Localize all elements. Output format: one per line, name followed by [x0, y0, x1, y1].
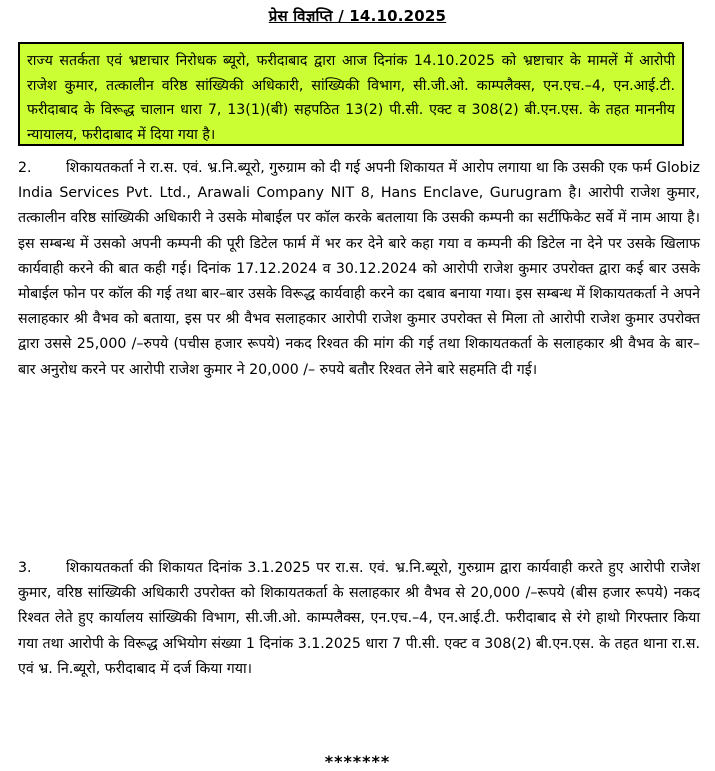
summary-box	[18, 42, 684, 146]
summary-text: राज्य सतर्कता एवं भ्रष्टाचार निरोधक ब्यूरो, फरीदाबाद द्वारा आज दिनांक 14.10.2025 को भ्रष्टाचार के मामलें में आरोपी राजेश कुमार, तत्कालीन वरिष्ठ सांख्यिकी अधिकारी, सांख्यिकी विभाग, सी.जी.ओ. काम्पलैक्स, एन.एच.–4, एन.आई.टी. फरीदाबाद के विरूद्ध चालान धारा 7, 13(1)(बी) सहपठित 13(2) पी.सी. एक्ट व 308(2) बी.एन.एस. के तहत माननीय न्यायालय, फरीदाबाद में दिया गया है।	[27, 53, 675, 143]
paragraph-3	[18, 556, 700, 682]
press-release-title: प्रेस विज्ञप्ति / 14.10.2025	[268, 7, 447, 25]
paragraph-text: शिकायतकर्ता ने रा.स. एवं. भ्र.नि.ब्यूरो, गुरुग्राम को दी गई अपनी शिकायत में आरोप लगाया था कि उसकी एक फर्म Globiz India Services Pvt. Ltd., Arawali Company NIT 8, Hans Enclave, Gurugram है। आरोपी राजेश कुमार, तत्कालीन वरिष्ठ सांख्यिकी अधिकारी ने उसके मोबाईल पर कॉल करके बतलाया कि उसकी कम्पनी का सर्टीफिकेट सर्वे में नाम आया है। इस सम्बन्ध में उसको अपनी कम्पनी की पूरी डिटेल फार्म में भर कर देने बारे कहा गया व कम्पनी की डिटेल ना देने पर उसके खिलाफ कार्यवाही करने की बात कही गई। दिनांक 17.12.2024 व 30.12.2024 को आरोपी राजेश कुमार उपरोक्त द्वारा कई बार उसके मोबाईल फोन पर कॉल की गई तथा बार–बार उसके विरूद्ध कार्यवाही करने का दबाव बनाया गया। इस सम्बन्ध में शिकायतकर्ता ने अपने सलाहकार श्री वैभव को बताया, इस पर श्री वैभव सलाहकार आरोपी राजेश कुमार उपरोक्त से मिला तो आरोपी राजेश कुमार उपरोक्त द्वारा उससे 25,000 /–रुपये (पचीस हजार रूपये) नकद रिश्वत की मांग की गई तथा शिकायतकर्ता के सलाहकार श्री वैभव के बार–बार अनुरोध करने पर आरोपी राजेश कुमार ने 20,000 /– रुपये बतौर रिश्वत लेने बारे सहमति दी गई।	[18, 160, 700, 378]
paragraph-number: 3.	[18, 560, 32, 576]
paragraph-2	[18, 156, 700, 383]
paragraph-text: शिकायतकर्ता की शिकायत दिनांक 3.1.2025 पर रा.स. एवं. भ्र.नि.ब्यूरो, गुरुग्राम द्वारा कार्यवाही करते हुए आरोपी राजेश कुमार, वरिष्ठ सांख्यिकी अधिकारी उपरोक्त को शिकायतकर्ता के सलाहकार श्री वैभव से 20,000 /–रूपये (बीस हजार रूपये) नकद रिश्वत लेते हुए कार्यालय सांख्यिकी विभाग, सी.जी.ओ. काम्पलैक्स, एन.एच.–4, एन.आई.टी. फरीदाबाद से रंगे हाथो गिरफ्तार किया गया तथा आरोपी के विरूद्ध अभियोग संख्या 1 दिनांक 3.1.2025 धारा 7 पी.सी. एक्ट व 308(2) बी.एन.एस. के तहत थाना रा.स. एवं भ्र. नि.ब्यूरो, फरीदाबाद में दर्ज किया गया।	[18, 560, 700, 677]
paragraph-number: 2.	[18, 160, 32, 176]
end-marker: *******	[324, 752, 391, 771]
